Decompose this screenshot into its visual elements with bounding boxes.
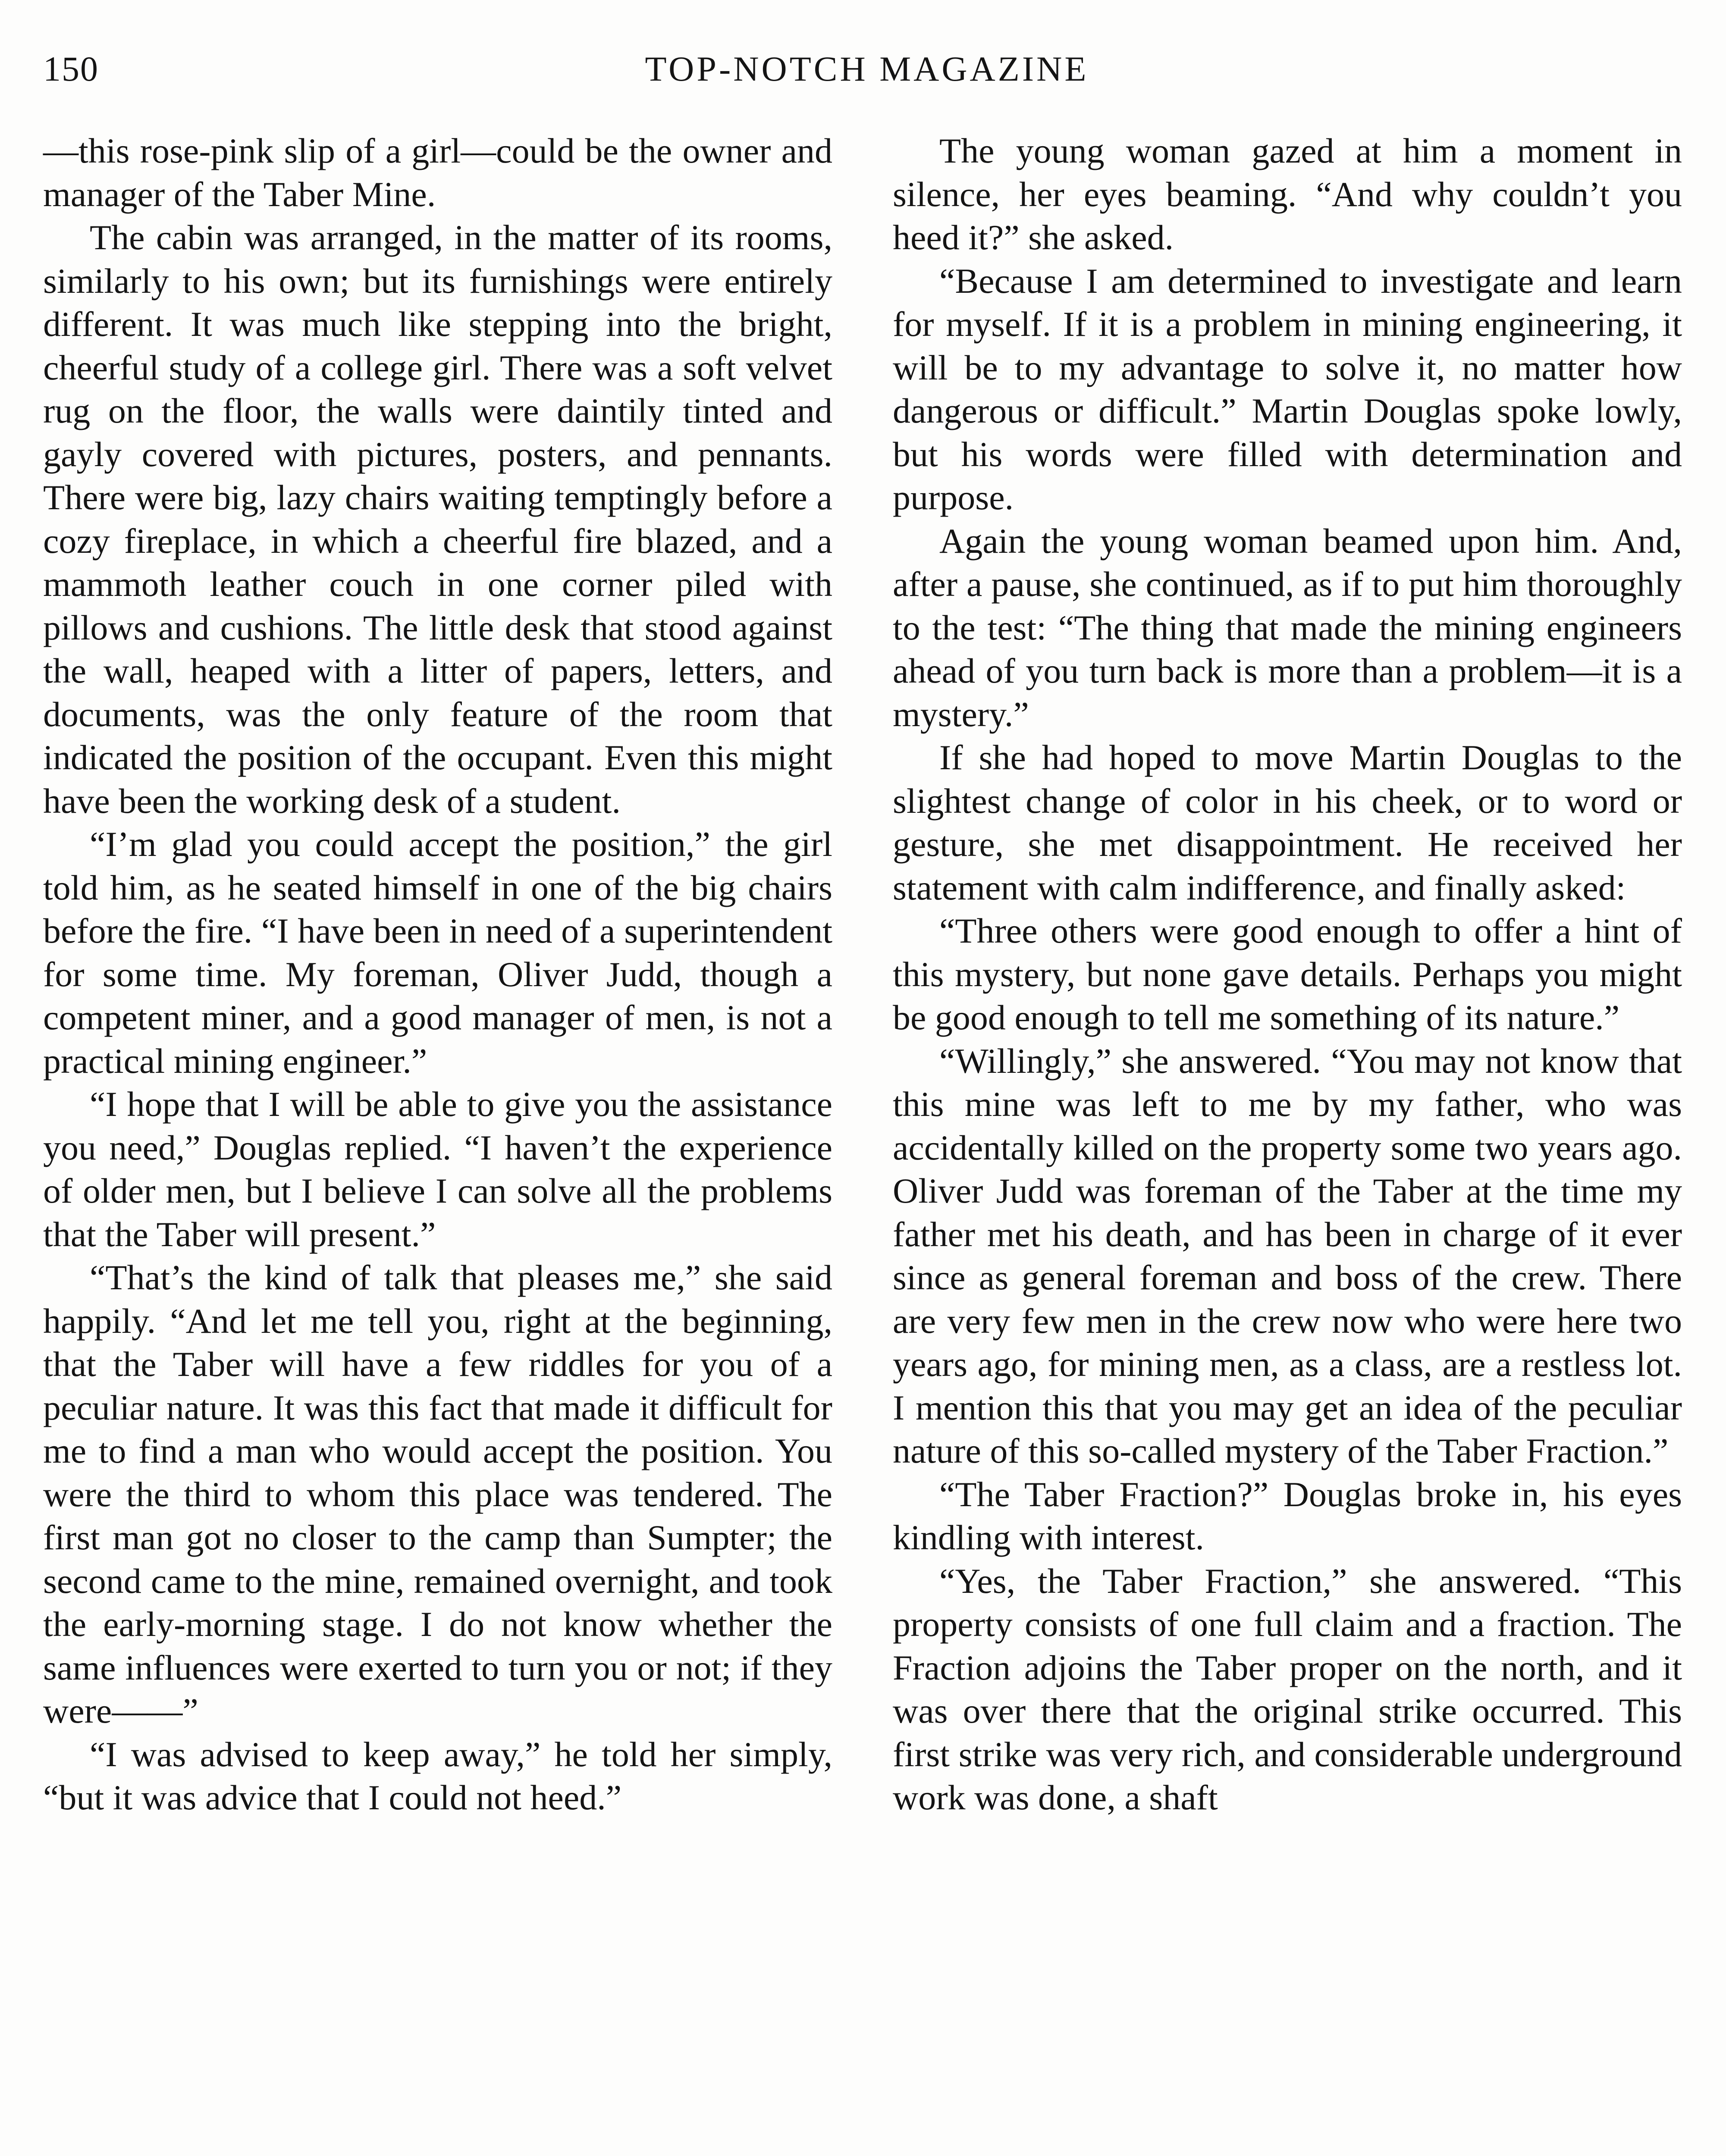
paragraph: “Because I am determined to investigate and learn for myself. If it is a problem in mining engineering, it will be to my advantage to solve it, no matter how dangerous or difficult.” Martin Douglas spoke lowly, but his words were filled with determination and purpose. bbox=[893, 261, 1682, 517]
right-column bbox=[893, 129, 1682, 1820]
paragraph: The cabin was arranged, in the matter of its rooms, similarly to his own; but its furnishings were entirely different. It was much like stepping into the bright, cheerful study of a college girl. There was a soft velvet rug on the floor, the walls were daintily tinted and gayly covered with pictures, posters, and pennants. There were big, lazy chairs waiting temptingly before a cozy fireplace, in which a cheerful fire blazed, and a mammoth leather couch in one corner piled with pillows and cushions. The little desk that stood against the wall, heaped with a litter of papers, letters, and documents, was the only feature of the room that indicated the position of the occupant. Even this might have been the working desk of a student. bbox=[43, 218, 832, 821]
paragraph: “That’s the kind of talk that pleases me,” she said happily. “And let me tell you, right at the beginning, that the Taber will have a few riddles for you of a peculiar nature. It was this fact that made it difficult for me to find a man who would accept the position. You were the third to whom this place was tendered. The first man got no closer to the camp than Sumpter; the second came to the mine, remained overnight, and took the early-morning stage. I do not know whether the same influences were exerted to turn you or not; if they were——” bbox=[43, 1258, 832, 1730]
paragraph: If she had hoped to move Martin Douglas to the slightest change of color in his cheek, or to word or gesture, she met disappointment. He received her statement with calm indifference, and finally asked: bbox=[893, 738, 1682, 907]
paragraph: “Willingly,” she answered. “You may not know that this mine was left to me by my father, who was accidentally killed on the property some two years ago. Oliver Judd was foreman of the Taber at the time my father met his death, and has been in charge of it ever since as general foreman and boss of the crew. There are very few men in the crew now who were here two years ago, for mining men, as a class, are a restless lot. I mention this that you may get an idea of the peculiar nature of this so-called mystery of the Taber Fraction.” bbox=[893, 1041, 1682, 1470]
paragraph: “I’m glad you could accept the position,” the girl told him, as he seated himself in one of the big chairs before the fire. “I have been in need of a superintendent for some time. My foreman, Oliver Judd, though a competent miner, and a good manager of men, is not a practical mining engineer.” bbox=[43, 824, 832, 1081]
paragraph: “I was advised to keep away,” he told her simply, “but it was advice that I could not heed.” bbox=[43, 1734, 832, 1817]
paragraph: —this rose-pink slip of a girl—could be the owner and manager of the Taber Mine. bbox=[43, 131, 832, 214]
paragraph: “Three others were good enough to offer a hint of this mystery, but none gave details. Perhaps you might be good enough to tell me something of its nature.” bbox=[893, 911, 1682, 1037]
paragraph: “The Taber Fraction?” Douglas broke in, his eyes kindling with interest. bbox=[893, 1474, 1682, 1557]
page-number: 150 bbox=[43, 49, 99, 88]
paragraph: Again the young woman beamed upon him. And, after a pause, she continued, as if to put him thoroughly to the test: “The thing that made the mining engineers ahead of you turn back is more than a problem—it is a mystery.” bbox=[893, 521, 1682, 734]
page-header bbox=[43, 41, 1691, 97]
running-title: TOP-NOTCH MAGAZINE bbox=[645, 49, 1089, 88]
paragraph: The young woman gazed at him a moment in silence, her eyes beaming. “And why couldn’t you heed it?” she asked. bbox=[893, 131, 1682, 257]
left-column bbox=[43, 129, 832, 1820]
paragraph: “I hope that I will be able to give you the assistance you need,” Douglas replied. “I haven’t the experience of older men, but I believe I can solve all the problems that the Taber will present.” bbox=[43, 1084, 832, 1254]
paragraph: “Yes, the Taber Fraction,” she answered. “This property consists of one full claim and a fraction. The Fraction adjoins the Taber proper on the north, and it was over there that the original strike occurred. This first strike was very rich, and considerable underground work was done, a shaft bbox=[893, 1561, 1682, 1817]
